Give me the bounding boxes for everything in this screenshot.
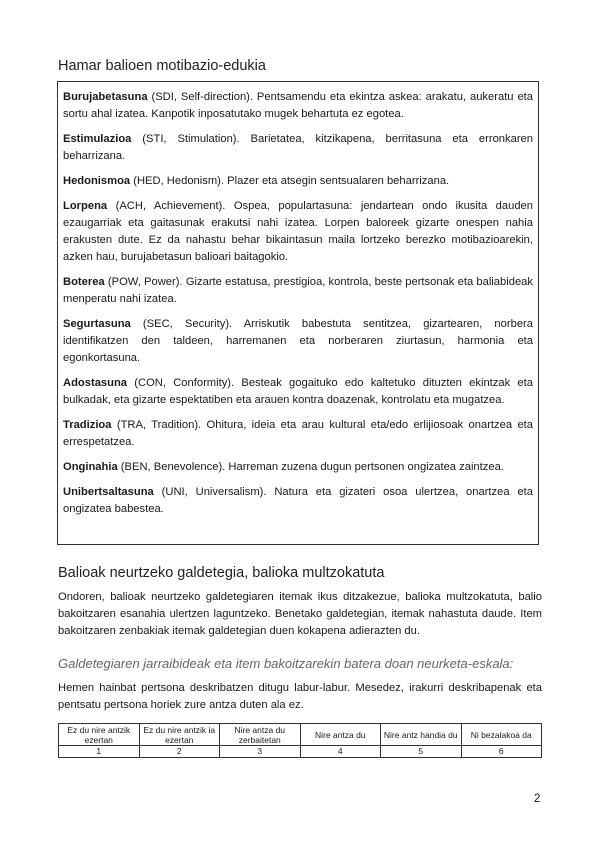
value-item [63, 198, 533, 266]
value-name: Lorpena [63, 200, 108, 212]
scale-header-cell: Nire antz handia du [381, 724, 462, 746]
page-number: 2 [534, 793, 541, 805]
scale-header-cell: Nire antza du zerbaitetan [220, 724, 301, 746]
value-item [63, 316, 533, 367]
value-name: Adostasuna [63, 377, 128, 389]
rating-scale-table [58, 723, 542, 758]
value-name: Tradizioa [63, 419, 112, 431]
scale-header-row [59, 724, 542, 746]
scale-header-cell: Ni bezalakoa da [461, 724, 542, 746]
scale-number-cell: 1 [59, 746, 140, 758]
scale-number-cell: 6 [461, 746, 542, 758]
value-item [63, 89, 533, 123]
questionnaire-paragraph: Ondoren, balioak neurtzeko galdetegiaren itemak ikus ditzakezue, balioka multzokatuta, balio bakoitzaren esanahia ulertzen laguntzeko. Benetako galdetegian, itemak nahastuta daude. Item bakoitzaren zenbakiak itemak galdetegian duen kokapena adierazten du. [58, 591, 542, 637]
value-name: Boterea [63, 276, 105, 288]
values-box [57, 81, 539, 545]
value-name: Segurtasuna [63, 318, 131, 330]
value-item [63, 375, 533, 409]
value-item [63, 173, 533, 190]
value-description: (STI, Stimulation). Barietatea, kitzikapena, berritasuna eta erronkaren beharrizana. [63, 133, 533, 162]
section-title-values: Hamar balioen motibazio-edukia [58, 58, 266, 74]
value-description: (TRA, Tradition). Ohitura, ideia eta arau kultural eta/edo erlijiosoak onartzea eta errespetatzea. [63, 419, 533, 448]
value-item [63, 459, 533, 476]
value-item [63, 484, 533, 518]
value-description: (SEC, Security). Arriskutik babestuta sentitzea, gizartearen, norbera identifikatzen den taldeen, harremanen eta norberaren ziurtasun, harmonia eta egonkortasuna. [63, 318, 533, 364]
scale-number-cell: 2 [139, 746, 220, 758]
value-description: (POW, Power). Gizarte estatusa, prestigioa, kontrola, beste pertsonak eta baliabideak menperatu nahi izatea. [63, 276, 533, 305]
value-description: (CON, Conformity). Besteak gogaituko edo kaltetuko dituzten ekintzak eta bulkadak, eta gizarte espektatiben eta arauen kontra doazenak, kontrolatu eta mugatzea. [63, 377, 533, 406]
value-item [63, 131, 533, 165]
scale-header-cell: Nire antza du [300, 724, 381, 746]
value-name: Unibertsaltasuna [63, 486, 154, 498]
value-name: Hedonismoa [63, 175, 131, 187]
value-description: (ACH, Achievement). Ospea, populartasuna: jendartean ondo ikusita dauden ezaugarriak eta gaitasunak erakutsi nahi izatea. Lorpen baloreek gizarte onespen nahia erakusten dute. Ez da nahastu behar bikaintasun maila lortzeko berezko motibazioarekin, azken hau, burujabetasun balioari baitagokio. [63, 200, 533, 263]
section-title-instructions: Galdetegiaren jarraibideak eta item bakoitzarekin batera doan neurketa-eskala: [58, 656, 514, 671]
value-description: (SDI, Self-direction). Pentsamendu eta ekintza askea: arakatu, aukeratu eta sortu ahal izatea. Kanpotik inposatutako mugek behartuta ez egotea. [63, 91, 533, 120]
instructions-paragraph: Hemen hainbat pertsona deskribatzen ditugu labur-labur. Mesedez, irakurri deskribapenak eta pentsatu pertsona horiek zure antza duten ala ez. [58, 682, 542, 711]
value-name: Estimulazioa [63, 133, 132, 145]
scale-header-cell: Ez du nire antzik ezertan [59, 724, 140, 746]
value-name: Burujabetasuna [63, 91, 148, 103]
value-name: Onginahia [63, 461, 118, 473]
scale-header-cell: Ez du nire antzik ia ezertan [139, 724, 220, 746]
section-title-questionnaire: Balioak neurtzeko galdetegia, balioka multzokatuta [58, 565, 385, 581]
scale-number-row [59, 746, 542, 758]
value-description: (HED, Hedonism). Plazer eta atsegin sentsualaren beharrizana. [130, 175, 450, 187]
scale-number-cell: 3 [220, 746, 301, 758]
scale-number-cell: 5 [381, 746, 462, 758]
value-item [63, 274, 533, 308]
value-description: (BEN, Benevolence). Harreman zuzena dugun pertsonen ongizatea zaintzea. [117, 461, 504, 473]
value-item [63, 417, 533, 451]
scale-number-cell: 4 [300, 746, 381, 758]
value-description: (UNI, Universalism). Natura eta gizateri osoa ulertzea, onartzea eta ongizatea babestea. [63, 486, 533, 515]
